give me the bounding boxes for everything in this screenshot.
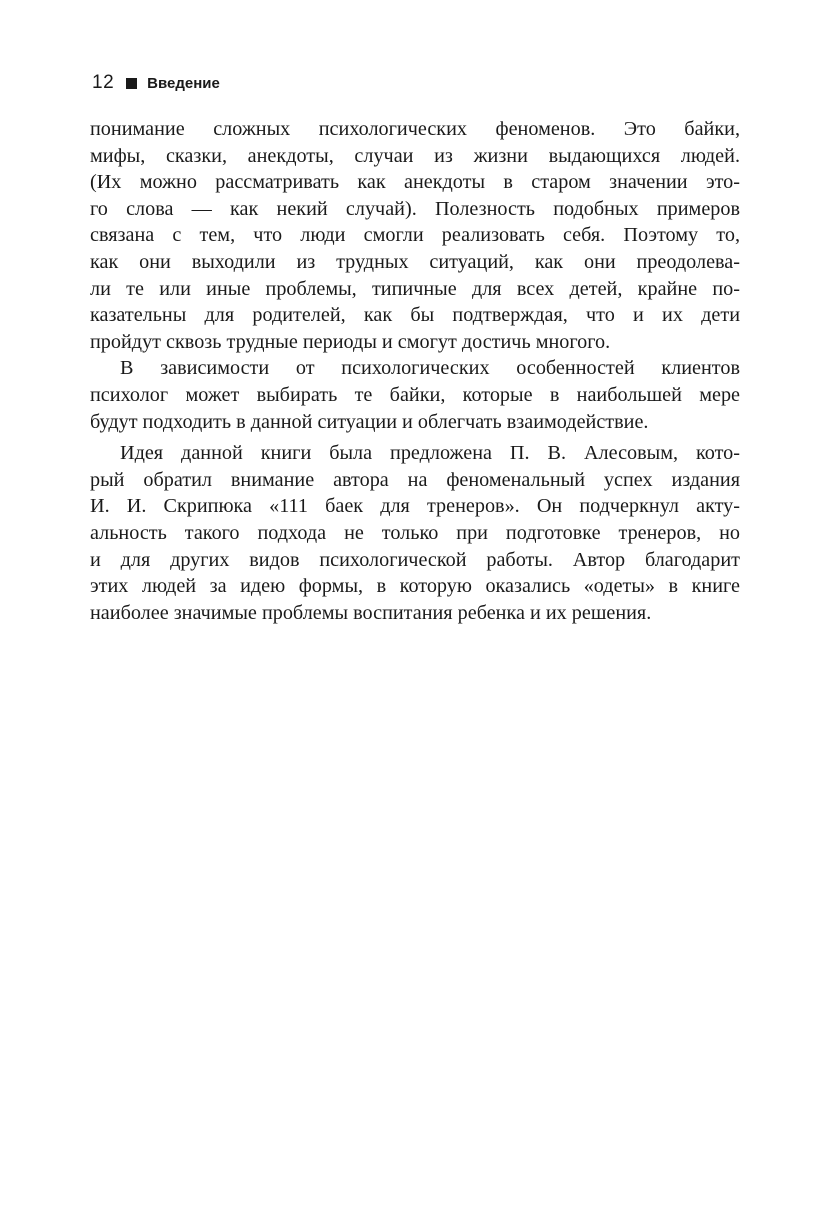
text-line: наиболее значимые проблемы воспитания ребенка и их решения. xyxy=(90,601,652,624)
text-line: пройдут сквозь трудные периоды и смогут достичь многого. xyxy=(90,330,611,353)
text-line: связана с тем, что люди смогли реализовать себя. Поэтому то, xyxy=(90,224,740,247)
text-line: В зависимости от психологических особенностей клиентов xyxy=(120,357,740,380)
section-title: Введение xyxy=(147,74,220,92)
text-line: казательны для родителей, как бы подтверждая, что и их дети xyxy=(90,304,740,327)
text-line: психолог может выбирать те байки, которые в наибольшей мере xyxy=(90,383,740,406)
text-line: будут подходить в данной ситуации и облегчать взаимодействие. xyxy=(90,410,649,433)
text-line: го слова — как некий случай). Полезность подобных примеров xyxy=(90,197,740,220)
text-line: мифы, сказки, анекдоты, случаи из жизни выдающихся людей. xyxy=(90,144,740,167)
text-line: как они выходили из трудных ситуаций, как они преодолева- xyxy=(90,250,740,273)
text-line: И. И. Скрипюка «111 баек для тренеров». Он подчеркнул акту- xyxy=(90,495,740,518)
text-line: этих людей за идею формы, в которую оказались «одеты» в книге xyxy=(90,575,740,598)
paragraph xyxy=(90,355,740,435)
text-line: рый обратил внимание автора на феноменальный успех издания xyxy=(90,468,740,491)
paragraph xyxy=(90,116,740,355)
text-line: и для других видов психологической работы. Автор благодарит xyxy=(90,548,740,571)
running-header xyxy=(92,70,220,96)
text-line: понимание сложных психологических феноменов. Это байки, xyxy=(90,118,740,140)
text-line: (Их можно рассматривать как анекдоты в старом значении это- xyxy=(90,171,740,194)
text-line: альность такого подхода не только при подготовке тренеров, но xyxy=(90,521,740,544)
page-number: 12 xyxy=(92,72,115,93)
black-square-icon xyxy=(126,78,137,89)
body-text xyxy=(90,116,740,626)
text-line: Идея данной книги была предложена П. В. Алесовым, кото- xyxy=(120,442,740,465)
paragraph xyxy=(90,440,740,626)
text-line: ли те или иные проблемы, типичные для всех детей, крайне по- xyxy=(90,277,740,300)
